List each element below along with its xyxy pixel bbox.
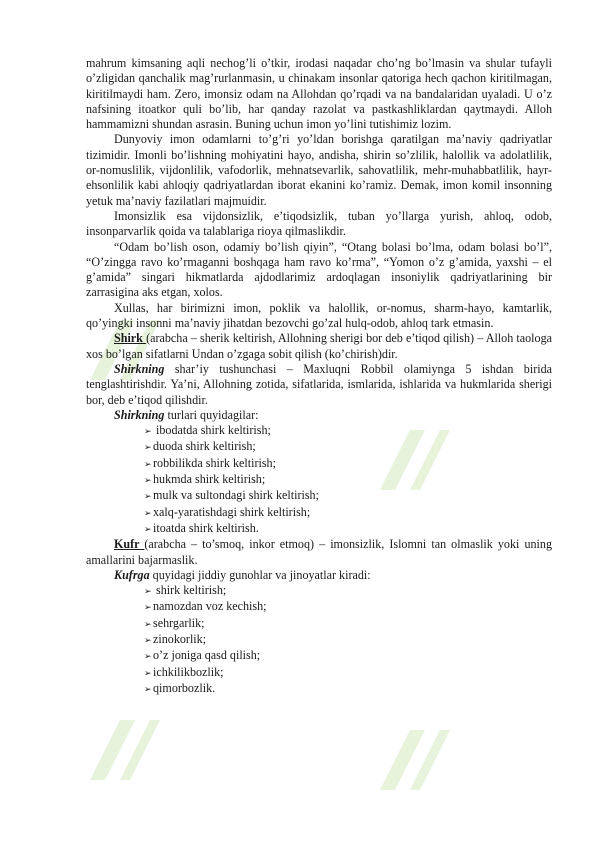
shirk-types-list — [86, 423, 552, 537]
list-item: ➢robbilikda shirk keltirish; — [144, 456, 552, 472]
shirkning-definition: shar’iy tushunchasi – Maxluqni Robbil olamiynga 5 ishdan birida tenglashtirishdir. Ya’ni, Allohning zotida, sifatlarida, ismlarida, ishlarida va hukmlarida sherigi bor, deb e’tiqod qilishdir. — [86, 361, 552, 407]
term-shirkning-types: Shirkning — [114, 407, 165, 422]
arrow-bullet-icon: ➢ — [144, 426, 152, 437]
list-item: ➢zinokorlik; — [144, 632, 552, 648]
kufr-definition: (arabcha – to’smoq, inkor etmoq) – imonsizlik, Islomni tan olmaslik yoki uning amallarini bajarmaslik. — [86, 537, 552, 567]
arrow-bullet-icon: ➢ — [144, 602, 152, 613]
list-item: ➢duoda shirk keltirish; — [144, 439, 552, 455]
list-item: ➢namozdan voz kechish; — [144, 599, 552, 615]
kufrga-intro — [86, 568, 552, 583]
paragraph-4: “Odam bo’lish oson, odamiy bo’lish qiyin”, “Otang bolasi bo’lma, odam bolasi bo’l”, “O’zingga ravo ko’rmaganni boshqaga ham ravo ko’rma”, “Yomon o’z g’amida, yaxshi – el g’amida” singari hikmatlarda ajdodlarimiz ardoqlagan insoniylik qadriyatlarining bir zarrasigina aks etgan, xolos. — [86, 239, 552, 300]
term-kufrga: Kufrga — [114, 567, 150, 582]
list-item: ➢hukmda shirk keltirish; — [144, 472, 552, 488]
arrow-bullet-icon: ➢ — [144, 491, 152, 502]
arrow-bullet-icon: ➢ — [144, 442, 152, 453]
watermark-logo — [80, 700, 160, 790]
kufr-list — [86, 583, 552, 697]
list-item: ➢itoatda shirk keltirish. — [144, 521, 552, 537]
term-shirk: Shirk — [114, 331, 147, 346]
arrow-bullet-icon: ➢ — [144, 634, 152, 645]
paragraph-5: Xullas, har birimizni imon, poklik va halollik, or-nomus, sharm-hayo, kamtarlik, qo’yingki insonni ma’naviy jihatdan bezovchi go’zal hulq-odob, ahloq tark etmasin. — [86, 300, 552, 331]
paragraph-shirk — [86, 331, 552, 362]
arrow-bullet-icon: ➢ — [144, 618, 152, 629]
list-item: ➢ shirk keltirish; — [144, 583, 552, 599]
arrow-bullet-icon: ➢ — [144, 507, 152, 518]
paragraph-1: mahrum kimsaning aqli nechog’li o’tkir, irodasi naqadar cho’ng bo’lmasin va shular tufayli o’zligidan qanchalik mag’rurlanmasin, u chinakam insonlar qatoriga hech qachon kiritilmagan, kiritilmaydi ham. Zero, imonsiz odam na Allohdan qo’rqadi va na bandalaridan uyaladi. U o’z nafsining itoatkor quli bo’lib, har qanday razolat va pastkashliklardan qaytmaydi. Alloh hammamizni shundan asrasin. Buning uchun imon yo’lini tutishimiz lozim. — [86, 56, 552, 132]
arrow-bullet-icon: ➢ — [144, 683, 152, 694]
shirk-types-intro-text: turlari quyidagilar: — [164, 407, 259, 422]
list-item: ➢qimorbozlik. — [144, 681, 552, 697]
list-item: ➢ ibodatda shirk keltirish; — [144, 423, 552, 439]
paragraph-kufr — [86, 537, 552, 568]
paragraph-shirkning — [86, 362, 552, 408]
list-item: ➢sehrgarlik; — [144, 616, 552, 632]
arrow-bullet-icon: ➢ — [144, 667, 152, 678]
shirk-types-intro — [86, 408, 552, 423]
arrow-bullet-icon: ➢ — [144, 523, 152, 534]
list-item: ➢o’z joniga qasd qilish; — [144, 648, 552, 664]
term-shirkning: Shirkning — [114, 361, 165, 376]
arrow-bullet-icon: ➢ — [144, 651, 152, 662]
shirk-definition: (arabcha – sherik keltirish, Allohning sherigi bor deb e’tiqod qilish) – Alloh taologa xos bo’lgan sifatlarni Undan o’zgaga sobit qilish (ko’chirish)dir. — [86, 331, 552, 361]
arrow-bullet-icon: ➢ — [144, 475, 152, 486]
term-kufr: Kufr — [114, 537, 145, 552]
paragraph-2: Dunyoviy imon odamlarni to’g’ri yo’ldan borishga qaratilgan ma’naviy qadriyatlar tizimidir. Imonli bo’lishning mohiyatini hayo, andisha, shirin so’zlilik, halollik va adolatlilik, or-nomuslilik, vijdonlilik, vafodorlik, mehnatsevarlik, sahovatlilik, mehr-muhabbatlilik, hayr-ehsonlilik kabi ahloqiy qadriyatlardan iborat ekanini ko’ramiz. Demak, imon komil insonning yetuk ma’naviy fazilatlari majmuidir. — [86, 132, 552, 208]
list-item: ➢xalq-yaratishdagi shirk keltirish; — [144, 505, 552, 521]
list-item: ➢ichkilikbozlik; — [144, 665, 552, 681]
kufrga-intro-text: quyidagi jiddiy gunohlar va jinoyatlar kiradi: — [149, 567, 371, 582]
arrow-bullet-icon: ➢ — [144, 458, 152, 469]
watermark-logo — [370, 710, 450, 800]
list-item: ➢mulk va sultondagi shirk keltirish; — [144, 488, 552, 504]
document-page — [86, 56, 552, 697]
arrow-bullet-icon: ➢ — [144, 586, 152, 597]
paragraph-3: Imonsizlik esa vijdonsizlik, e’tiqodsizlik, tuban yo’llarga yurish, ahloq, odob, insonparvarlik qoida va talablariga rioya qilmaslikdir. — [86, 208, 552, 239]
